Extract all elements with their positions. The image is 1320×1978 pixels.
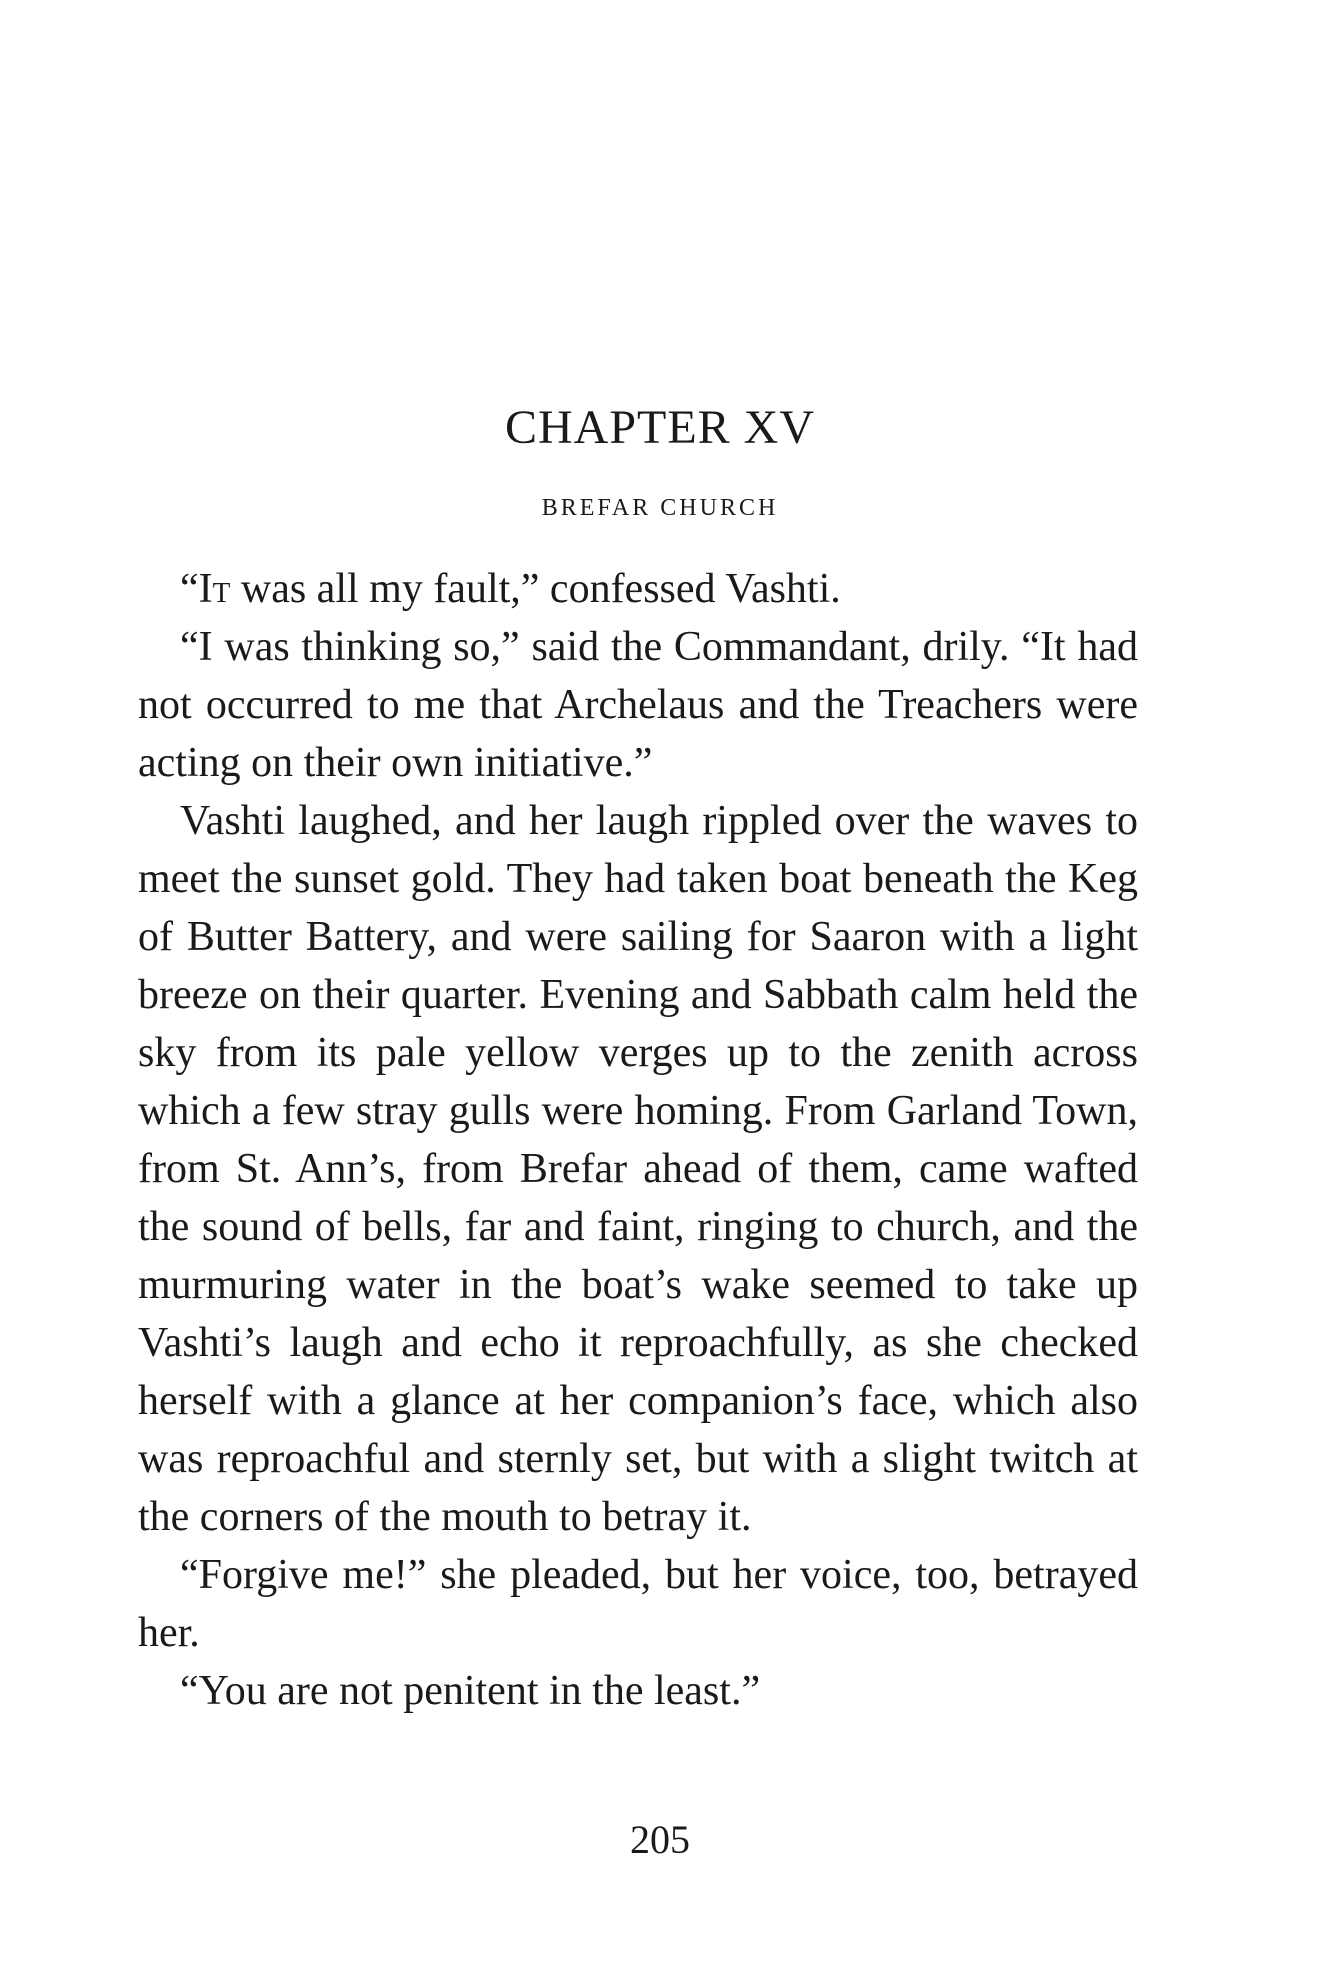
open-quote: “ <box>180 566 199 612</box>
drop-word: It <box>198 566 231 612</box>
paragraph <box>138 560 1138 618</box>
paragraph: “I was thinking so,” said the Commandant, drily. “It had not occurred to me that Archelaus and the Treachers were acting on their own initiative.” <box>138 624 1138 786</box>
chapter-body <box>138 560 1138 1720</box>
chapter-title: CHAPTER XV <box>504 401 816 454</box>
paragraph: Vashti laughed, and her laugh rippled over the waves to meet the sunset gold. They had taken boat beneath the Keg of Butter Battery, and were sailing for Saaron with a light breeze on their quarter. Evening and Sabbath calm held the sky from its pale yellow verges up to the zenith across which a few stray gulls were homing. From Garland Town, from St. Ann’s, from Brefar ahead of them, came wafted the sound of bells, far and faint, ringing to church, and the murmuring water in the boat’s wake seemed to take up Vashti’s laugh and echo it reproachfully, as she checked herself with a glance at her companion’s face, which also was reproachful and sternly set, but with a slight twitch at the corners of the mouth to betray it. <box>138 798 1138 1540</box>
paragraph-rest: was all my fault,” confessed Vashti. <box>230 566 841 612</box>
paragraph: “Forgive me!” she pleaded, but her voice, too, betrayed her. <box>138 1552 1138 1656</box>
page-number: 205 <box>630 1817 690 1862</box>
paragraph: “You are not penitent in the least.” <box>180 1668 761 1714</box>
chapter-subtitle: BREFAR CHURCH <box>541 495 779 521</box>
